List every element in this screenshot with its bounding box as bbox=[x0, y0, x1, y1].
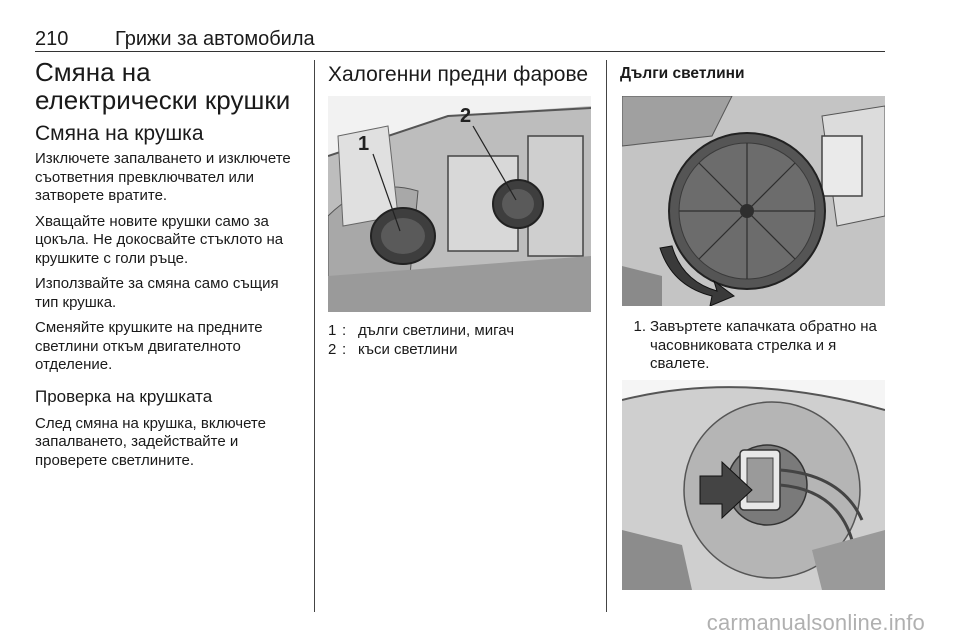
headlamp-drawing bbox=[328, 96, 591, 312]
step-number: 1. bbox=[633, 318, 646, 335]
cap-removal-illustration bbox=[622, 96, 885, 306]
callout-label-2: 2 bbox=[460, 105, 472, 127]
column-divider-1 bbox=[314, 60, 315, 612]
page-number: 210 bbox=[35, 28, 69, 50]
sub-title: Смяна на крушка bbox=[35, 122, 204, 145]
legend-number: 1 bbox=[328, 322, 337, 339]
legend-separator: : bbox=[342, 340, 347, 358]
page-header bbox=[35, 28, 885, 52]
legend-text: дълги светлини, мигач bbox=[358, 322, 515, 339]
legend-item bbox=[328, 322, 598, 341]
column-3 bbox=[620, 62, 888, 86]
column-divider-2 bbox=[606, 60, 607, 612]
paragraph: Сменяйте крушките на предните светлини откъм двигателното отделение. bbox=[35, 319, 263, 373]
check-paragraph: След смяна на крушка, включете запалването, задействайте и проверете светлините. bbox=[35, 414, 266, 469]
cap-drawing bbox=[622, 96, 885, 306]
figure-legend bbox=[328, 322, 598, 359]
column-2 bbox=[328, 62, 598, 88]
headlamp-illustration bbox=[328, 96, 591, 312]
legend-item bbox=[328, 341, 598, 360]
bulb-drawing bbox=[622, 380, 885, 590]
header-rule bbox=[35, 51, 885, 52]
section-title bbox=[35, 58, 303, 114]
paragraph: Използвайте за смяна само същия тип крушка. bbox=[35, 275, 279, 311]
legend-separator: : bbox=[342, 322, 347, 339]
running-title: Грижи за автомобила bbox=[115, 28, 315, 50]
legend-text: къси светлини bbox=[358, 340, 458, 358]
column-2-title: Халогенни предни фарове bbox=[328, 63, 589, 86]
column-3-title: Дълги светлини bbox=[620, 65, 745, 82]
callout-label-1: 1 bbox=[358, 133, 370, 155]
legend-number: 2 bbox=[328, 340, 337, 358]
paragraph: Изключете запалването и изключете съответния превключвател или затворете вратите. bbox=[35, 150, 291, 204]
watermark: carmanualsonline.info bbox=[706, 610, 925, 635]
section-title-line-2: електрически крушки bbox=[35, 85, 291, 115]
section-title-line-1: Смяна на bbox=[35, 57, 151, 87]
column-1 bbox=[35, 58, 303, 477]
bulb-connector-illustration bbox=[622, 380, 885, 590]
paragraph: Хващайте новите крушки само за цокъла. Не докосвайте стъклото на крушките с голи ръце. bbox=[35, 212, 284, 267]
instruction-step bbox=[622, 318, 884, 374]
step-text: Завъртете капачката обратно на часовниковата стрелка и я свалете. bbox=[650, 318, 877, 372]
check-title: Проверка на крушката bbox=[35, 386, 213, 406]
